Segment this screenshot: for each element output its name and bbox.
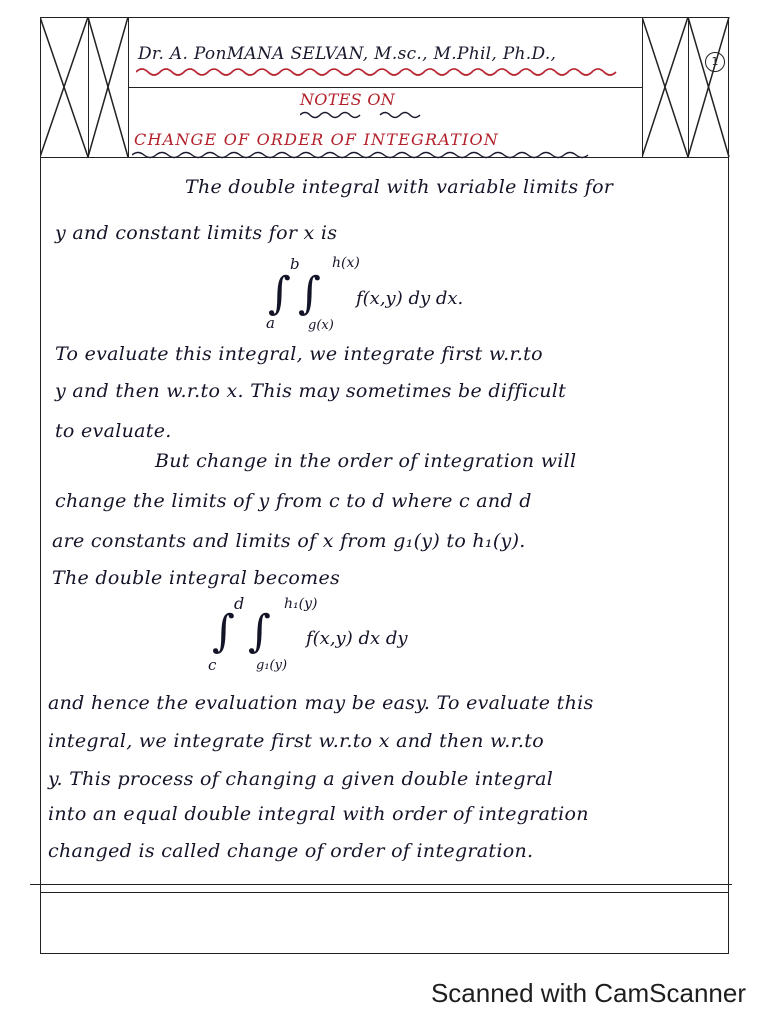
topic-underline <box>132 150 602 160</box>
author-underline <box>136 66 626 78</box>
page-number: 1 <box>705 52 725 72</box>
right-corner-cross <box>642 17 730 158</box>
author-name: Dr. A. PonMANA SELVAN, M.sc., M.Phil, Ph.D., <box>138 44 557 64</box>
body-line-1: The double integral with variable limits for <box>185 176 614 198</box>
body-line-3: To evaluate this integral, we integrate first w.r.to <box>55 343 543 365</box>
body-line-10: and hence the evaluation may be easy. To evaluate this <box>48 692 594 714</box>
integral1-lower-inner: g(x) <box>308 318 334 333</box>
body-line-14: changed is called change of order of integration. <box>48 840 534 862</box>
body-line-11: integral, we integrate first w.r.to x and then w.r.to <box>48 730 544 752</box>
notes-on-underline <box>300 110 430 120</box>
integral1-upper-inner: h(x) <box>332 255 360 271</box>
integral2-upper-outer: d <box>234 594 245 613</box>
integral2-sign-inner: ∫ <box>248 606 271 657</box>
bottom-rule-second <box>40 892 729 893</box>
body-line-9: The double integral becomes <box>52 567 341 589</box>
left-corner-cross <box>40 17 130 158</box>
integral1-lower-outer: a <box>266 314 275 332</box>
integral-sign-outer: ∫ <box>268 268 291 319</box>
integral2-upper-inner: h₁(y) <box>284 596 318 612</box>
body-line-6: But change in the order of integration will <box>155 450 577 472</box>
body-line-13: into an equal double integral with order of integration <box>48 803 589 825</box>
topic-heading: CHANGE OF ORDER OF INTEGRATION <box>134 130 499 149</box>
integral2-lower-inner: g₁(y) <box>256 658 288 673</box>
notes-on-heading: NOTES ON <box>300 90 396 109</box>
integral2-sign-outer: ∫ <box>212 606 235 657</box>
body-line-2: y and constant limits for x is <box>55 222 338 244</box>
bottom-rule-top <box>30 884 732 885</box>
body-line-8: are constants and limits of x from g₁(y) to h₁(y). <box>52 530 526 552</box>
integral2-lower-outer: c <box>208 656 217 674</box>
body-line-4: y and then w.r.to x. This may sometimes be difficult <box>55 380 567 402</box>
integral1-upper-outer: b <box>290 255 300 273</box>
body-line-5: to evaluate. <box>55 420 172 442</box>
header-mid-rule <box>128 87 642 88</box>
body-line-12: y. This process of changing a given double integral <box>48 768 554 790</box>
integral2-integrand: f(x,y) dx dy <box>306 628 408 649</box>
camscanner-watermark: Scanned with CamScanner <box>430 978 746 1008</box>
integral-sign-inner: ∫ <box>298 268 321 319</box>
body-line-7: change the limits of y from c to d where c and d <box>55 490 532 512</box>
integral1-integrand: f(x,y) dy dx. <box>356 288 464 309</box>
